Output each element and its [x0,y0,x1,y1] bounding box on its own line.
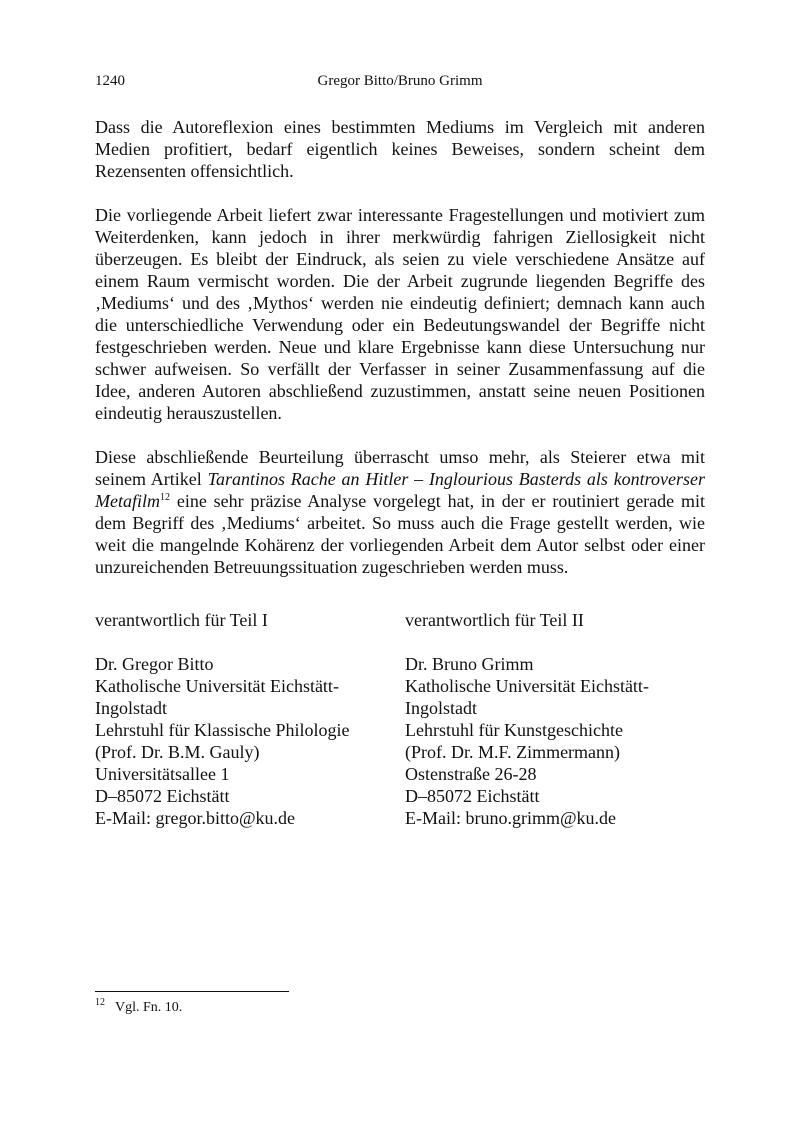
footnote-number: 12 [95,997,105,1009]
paragraph-3-text-start: Diese abschließende Beurteilung überrascht umso mehr, als Steierer etwa mit seinem Artikel [95,447,705,489]
email: E-Mail: bruno.grimm@ku.de [405,808,617,828]
professor: (Prof. Dr. M.F. Zimmermann) [405,742,621,762]
signature-right [405,609,705,829]
chair: Lehrstuhl für Klassische Philologie [95,720,350,740]
institution-line-2: Ingolstadt [95,698,167,718]
signature-left [95,609,395,829]
street-address: Ostenstraße 26-28 [405,764,537,784]
footnote [95,999,705,1017]
paragraph-1: Dass die Autoreflexion eines bestimmten Mediums im Vergleich mit anderen Medien profitiert, bedarf eigentlich keines Beweises, sondern scheint dem Rezensenten offensichtlich. [95,117,705,181]
city: D–85072 Eichstätt [95,786,230,806]
running-head [95,73,705,93]
email: E-Mail: gregor.bitto@ku.de [95,808,296,828]
paragraph-3 [95,446,705,578]
responsibility-label: verantwortlich für Teil II [405,610,584,630]
running-title: Gregor Bitto/Bruno Grimm [317,73,483,89]
institution-line-2: Ingolstadt [405,698,477,718]
street-address: Universitätsallee 1 [95,764,230,784]
page-number: 1240 [95,73,125,89]
author-name: Dr. Gregor Bitto [95,654,214,674]
institution-line-1: Katholische Universität Eichstätt- [95,676,339,696]
article-title: Tarantinos Rache an Hitler – Inglourious Basterds als kontroverser Metafilm [95,469,705,511]
professor: (Prof. Dr. B.M. Gauly) [95,742,260,762]
review-body [95,116,705,578]
footnote-reference: 12 [160,492,170,503]
institution-line-1: Katholische Universität Eichstätt- [405,676,649,696]
footnote-rule [95,991,289,992]
footnote-text: Vgl. Fn. 10. [115,1000,183,1015]
paragraph-3-text-end: eine sehr präzise Analyse vorgelegt hat, in der er routiniert gerade mit dem Begriff des ‚Mediums‘ arbeitet. So muss auch die Frage gestellt werden, wie weit die mangelnde Kohärenz der vorliegenden Arbeit dem Autor selbst oder einer unzureichenden Betreuungssituation zugeschrieben werden muss. [95,491,705,577]
city: D–85072 Eichstätt [405,786,540,806]
responsibility-label: verantwortlich für Teil I [95,610,268,630]
author-name: Dr. Bruno Grimm [405,654,534,674]
chair: Lehrstuhl für Kunstgeschichte [405,720,623,740]
paragraph-2: Die vorliegende Arbeit liefert zwar interessante Fragestellungen und motiviert zum Weiterdenken, kann jedoch in ihrer merkwürdig fahrigen Ziellosigkeit nicht überzeugen. Es bleibt der Eindruck, als seien zu viele verschiedene Ansätze auf einem Raum vermischt worden. Die der Arbeit zugrunde liegenden Begriffe des ‚Mediums‘ und des ‚Mythos‘ werden nie eindeutig definiert; demnach kann auch die unterschiedliche Verwendung oder ein Bedeutungswandel der Begriffe nicht festgeschrieben werden. Neue und klare Ergebnisse kann diese Untersuchung nur schwer aufweisen. So verfällt der Verfasser in seiner Zusammenfassung auf die Idee, anderen Autoren abschließend zuzustimmen, anstatt seine neuen Positionen eindeutig herauszustellen. [95,205,705,423]
